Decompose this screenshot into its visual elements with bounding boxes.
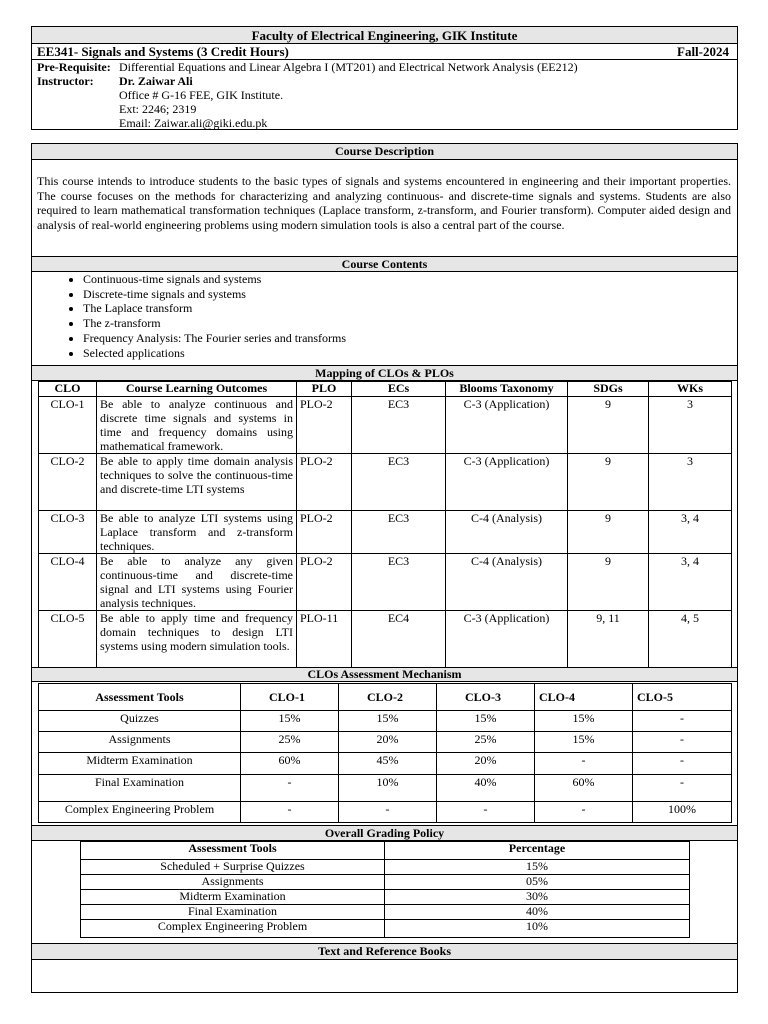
table-cell: - <box>241 802 339 823</box>
table-cell: 10% <box>339 775 437 802</box>
table-cell: CLO-2 <box>39 454 97 511</box>
table-cell: 9 <box>568 397 649 454</box>
table-cell: Midterm Examination <box>81 890 385 905</box>
table-row <box>81 860 690 875</box>
table-cell: CLO-5 <box>39 611 97 669</box>
instructor-office: Office # G-16 FEE, GIK Institute. <box>119 88 284 102</box>
course-description-text: This course intends to introduce students to the basic types of signals and systems encountered in engineering and their important properties. The course focuses on the methods for characterizing and analyzing continuous- and discrete-time signals and systems. Students are also required to learn mathematical transformation techniques (Laplace transform, z-transform, and Fourier transform). Computer aided design and analysis of real-world engineering problems using modern simulation tools is also a central part of the course. <box>37 174 731 232</box>
table-cell: C-4 (Analysis) <box>446 554 568 611</box>
section-header-grading: Overall Grading Policy <box>31 825 738 841</box>
table-cell: Be able to analyze continuous and discrete time signals and systems in time and frequency domains using mathematical framework. <box>97 397 297 454</box>
table-cell: 9 <box>568 554 649 611</box>
column-header: CLO-1 <box>241 684 339 711</box>
table-cell: EC3 <box>352 454 446 511</box>
table-cell: - <box>535 802 633 823</box>
column-header: ECs <box>352 382 446 397</box>
table-cell: 15% <box>385 860 690 875</box>
table-cell: Final Examination <box>81 905 385 920</box>
section-header-description: Course Description <box>31 143 738 160</box>
table-header-row <box>39 684 732 711</box>
column-header: CLO-4 <box>535 684 633 711</box>
table-cell: 20% <box>437 753 535 775</box>
table-cell: - <box>633 711 732 732</box>
table-cell: Final Examination <box>39 775 241 802</box>
table-cell: 60% <box>241 753 339 775</box>
course-contents-list <box>31 272 346 360</box>
table-cell: PLO-2 <box>297 554 352 611</box>
table-cell: Be able to analyze LTI systems using Laplace transform and z-transform techniques. <box>97 511 297 554</box>
section-header-contents: Course Contents <box>31 256 738 272</box>
table-cell: 05% <box>385 875 690 890</box>
instructor-name: Dr. Zaiwar Ali <box>119 74 193 88</box>
table-cell: C-3 (Application) <box>446 611 568 669</box>
table-row <box>81 905 690 920</box>
course-title: EE341- Signals and Systems (3 Credit Hours) <box>37 44 289 59</box>
table-cell: - <box>339 802 437 823</box>
column-header: Assessment Tools <box>81 842 385 860</box>
clo-plo-mapping-table <box>38 381 732 669</box>
table-row <box>39 611 732 669</box>
table-row <box>81 875 690 890</box>
table-cell: 60% <box>535 775 633 802</box>
column-header: SDGs <box>568 382 649 397</box>
instructor-label: Instructor: <box>37 74 94 88</box>
table-cell: 4, 5 <box>649 611 732 669</box>
table-cell: CLO-1 <box>39 397 97 454</box>
table-cell: Scheduled + Surprise Quizzes <box>81 860 385 875</box>
table-cell: 25% <box>241 732 339 753</box>
table-cell: Be able to analyze any given continuous-time and discrete-time signal and LTI systems using Fourier analysis techniques. <box>97 554 297 611</box>
table-cell: 9 <box>568 454 649 511</box>
table-cell: CLO-3 <box>39 511 97 554</box>
table-cell: 100% <box>633 802 732 823</box>
table-row <box>81 890 690 905</box>
list-item: • Discrete-time signals and systems <box>83 287 346 302</box>
column-header: Assessment Tools <box>39 684 241 711</box>
table-cell: 3 <box>649 397 732 454</box>
table-cell: Be able to apply time and frequency domain techniques to design LTI systems using modern simulation tools. <box>97 611 297 669</box>
table-cell: PLO-2 <box>297 397 352 454</box>
section-header-assessment: CLOs Assessment Mechanism <box>31 667 738 682</box>
table-cell: EC4 <box>352 611 446 669</box>
table-cell: 40% <box>437 775 535 802</box>
table-row <box>39 454 732 511</box>
table-cell: - <box>633 732 732 753</box>
table-cell: Assignments <box>39 732 241 753</box>
table-cell: CLO-4 <box>39 554 97 611</box>
column-header: PLO <box>297 382 352 397</box>
table-cell: Complex Engineering Problem <box>81 920 385 938</box>
table-row <box>39 711 732 732</box>
table-cell: 15% <box>535 732 633 753</box>
table-cell: EC3 <box>352 511 446 554</box>
table-cell: 9, 11 <box>568 611 649 669</box>
table-cell: 3, 4 <box>649 511 732 554</box>
table-row <box>39 802 732 823</box>
table-cell: - <box>437 802 535 823</box>
table-cell: Midterm Examination <box>39 753 241 775</box>
table-cell: - <box>633 753 732 775</box>
table-cell: 9 <box>568 511 649 554</box>
table-cell: 15% <box>241 711 339 732</box>
prereq-label: Pre-Requisite: <box>37 60 111 74</box>
table-row <box>39 732 732 753</box>
section-header-books: Text and Reference Books <box>31 943 738 960</box>
table-cell: - <box>633 775 732 802</box>
term: Fall-2024 <box>677 44 729 59</box>
table-row <box>39 511 732 554</box>
section-header-mapping: Mapping of CLOs & PLOs <box>31 365 738 381</box>
column-header: Blooms Taxonomy <box>446 382 568 397</box>
list-item: • Continuous-time signals and systems <box>83 272 346 287</box>
table-row <box>39 775 732 802</box>
column-header: Percentage <box>385 842 690 860</box>
table-cell: PLO-2 <box>297 454 352 511</box>
table-cell: PLO-11 <box>297 611 352 669</box>
clo-assessment-table <box>38 683 732 823</box>
table-cell: - <box>241 775 339 802</box>
table-cell: PLO-2 <box>297 511 352 554</box>
list-item: • Frequency Analysis: The Fourier series and transforms <box>83 331 346 346</box>
table-cell: C-3 (Application) <box>446 454 568 511</box>
table-cell: 10% <box>385 920 690 938</box>
table-cell: 45% <box>339 753 437 775</box>
list-item: • Selected applications <box>83 346 346 361</box>
column-header: CLO-5 <box>633 684 732 711</box>
instructor-ext: Ext: 2246; 2319 <box>119 102 197 116</box>
grading-policy-table <box>80 841 690 938</box>
column-header: Course Learning Outcomes <box>97 382 297 397</box>
table-row <box>39 753 732 775</box>
table-cell: - <box>535 753 633 775</box>
table-cell: Quizzes <box>39 711 241 732</box>
faculty-title: Faculty of Electrical Engineering, GIK Institute <box>32 27 737 44</box>
column-header: CLO-3 <box>437 684 535 711</box>
table-cell: 15% <box>437 711 535 732</box>
table-cell: C-3 (Application) <box>446 397 568 454</box>
table-cell: 30% <box>385 890 690 905</box>
table-cell: 15% <box>535 711 633 732</box>
header-block <box>31 26 738 130</box>
column-header: CLO-2 <box>339 684 437 711</box>
column-header: WKs <box>649 382 732 397</box>
table-row <box>39 397 732 454</box>
prereq-text: Differential Equations and Linear Algebra I (MT201) and Electrical Network Analysis (EE212) <box>119 60 578 74</box>
column-header: CLO <box>39 382 97 397</box>
table-cell: 20% <box>339 732 437 753</box>
table-cell: Complex Engineering Problem <box>39 802 241 823</box>
table-cell: Assignments <box>81 875 385 890</box>
instructor-email[interactable]: Email: Zaiwar.ali@giki.edu.pk <box>119 116 268 130</box>
table-cell: EC3 <box>352 397 446 454</box>
table-row <box>81 920 690 938</box>
table-row <box>39 554 732 611</box>
list-item: • The z-transform <box>83 316 346 331</box>
table-cell: 25% <box>437 732 535 753</box>
list-item: • The Laplace transform <box>83 301 346 316</box>
table-cell: 15% <box>339 711 437 732</box>
table-cell: 3 <box>649 454 732 511</box>
table-cell: EC3 <box>352 554 446 611</box>
table-cell: C-4 (Analysis) <box>446 511 568 554</box>
table-cell: 3, 4 <box>649 554 732 611</box>
table-header-row <box>81 842 690 860</box>
table-cell: 40% <box>385 905 690 920</box>
table-header-row <box>39 382 732 397</box>
table-cell: Be able to apply time domain analysis techniques to solve the continuous-time and discrete-time LTI systems <box>97 454 297 511</box>
